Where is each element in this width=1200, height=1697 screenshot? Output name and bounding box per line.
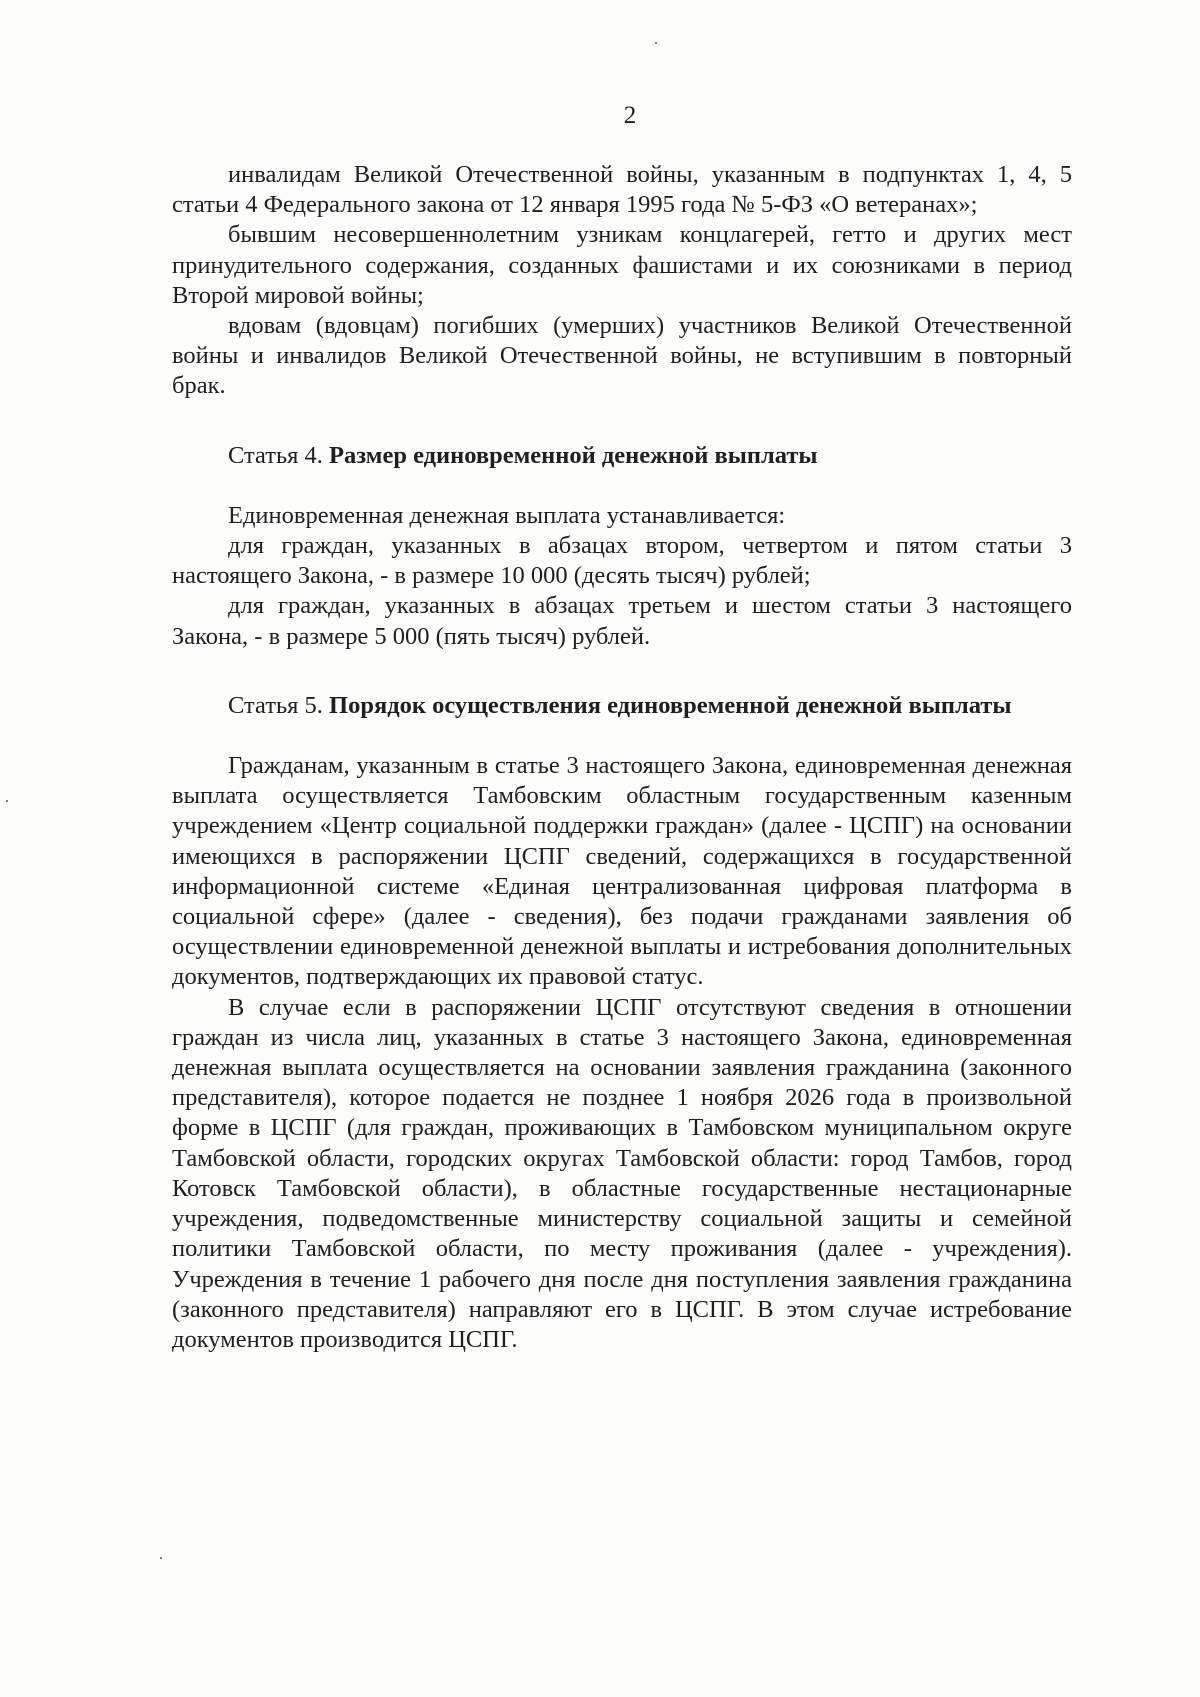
- intro-paragraph-2: бывшим несовершеннолетним узникам концлагерей, гетто и других мест принудительного содержания, созданных фашистами и их союзниками в период Второй мировой войны;: [172, 221, 1072, 309]
- spacer: [172, 721, 1072, 751]
- spacer: [172, 652, 1072, 691]
- intro-paragraph-1: инвалидам Великой Отечественной войны, указанным в подпунктах 1, 4, 5 статьи 4 Федерального закона от 12 января 1995 года № 5-ФЗ «О ветеранах»;: [172, 161, 1072, 219]
- article-5-paragraph-2: В случае если в распоряжении ЦСПГ отсутствуют сведения в отношении граждан из числа лиц, указанных в статье 3 настоящего Закона, единовременная денежная выплата осуществляется на основании заявления гражданина (законного представителя), которое подается не позднее 1 ноября 2026 года в произвольной форме в ЦСПГ (для граждан, проживающих в Тамбовском муниципальном округе Тамбовской области, городских округах Тамбовской области: город Тамбов, город Котовск Тамбовской области), в областные государственные нестационарные учреждения, подведомственные министерству социальной защиты и семейной политики Тамбовской области, по месту проживания (далее - учреждения). Учреждения в течение 1 рабочего дня после дня поступления заявления гражданина (законного представителя) направляют его в ЦСПГ. В этом случае истребование документов производится ЦСПГ.: [172, 993, 1072, 1353]
- intro-paragraph-3: вдовам (вдовцам) погибших (умерших) участников Великой Отечественной войны и инвалидов Великой Отечественной войны, не вступившим в повторный брак.: [172, 312, 1072, 400]
- article-5-prefix: Статья 5.: [228, 691, 323, 719]
- spacer: [172, 471, 1072, 501]
- article-4-paragraph-2: для граждан, указанных в абзацах втором, четвертом и пятом статьи 3 настоящего Закона, - в размере 10 000 (десять тысяч) рублей;: [172, 532, 1072, 590]
- article-5-heading: [172, 691, 1072, 721]
- scan-speck: [6, 800, 8, 802]
- document-body: [172, 160, 1072, 1355]
- scan-speck: [160, 1557, 162, 1559]
- page-number: 2: [623, 102, 637, 129]
- article-4-heading: [172, 441, 1072, 471]
- scan-speck: [655, 42, 657, 44]
- article-4-paragraph-3: для граждан, указанных в абзацах третьем и шестом статьи 3 настоящего Закона, - в размере 5 000 (пять тысяч) рублей.: [172, 592, 1072, 650]
- article-4-paragraph-1: Единовременная денежная выплата устанавливается:: [228, 501, 786, 529]
- article-5-paragraph-1: Гражданам, указанным в статье 3 настоящего Закона, единовременная денежная выплата осуществляется Тамбовским областным государственным казенным учреждением «Центр социальной поддержки граждан» (далее - ЦСПГ) на основании имеющихся в распоряжении ЦСПГ сведений, содержащихся в государственной информационной системе «Единая централизованная цифровая платформа в социальной сфере» (далее - сведения), без подачи гражданами заявления об осуществлении единовременной денежной выплаты и истребования дополнительных документов, подтверждающих их правовой статус.: [172, 752, 1072, 991]
- article-5-title: Порядок осуществления единовременной денежной выплаты: [329, 691, 1012, 719]
- spacer: [172, 402, 1072, 441]
- article-4-title: Размер единовременной денежной выплаты: [329, 441, 818, 469]
- article-4-prefix: Статья 4.: [228, 441, 323, 469]
